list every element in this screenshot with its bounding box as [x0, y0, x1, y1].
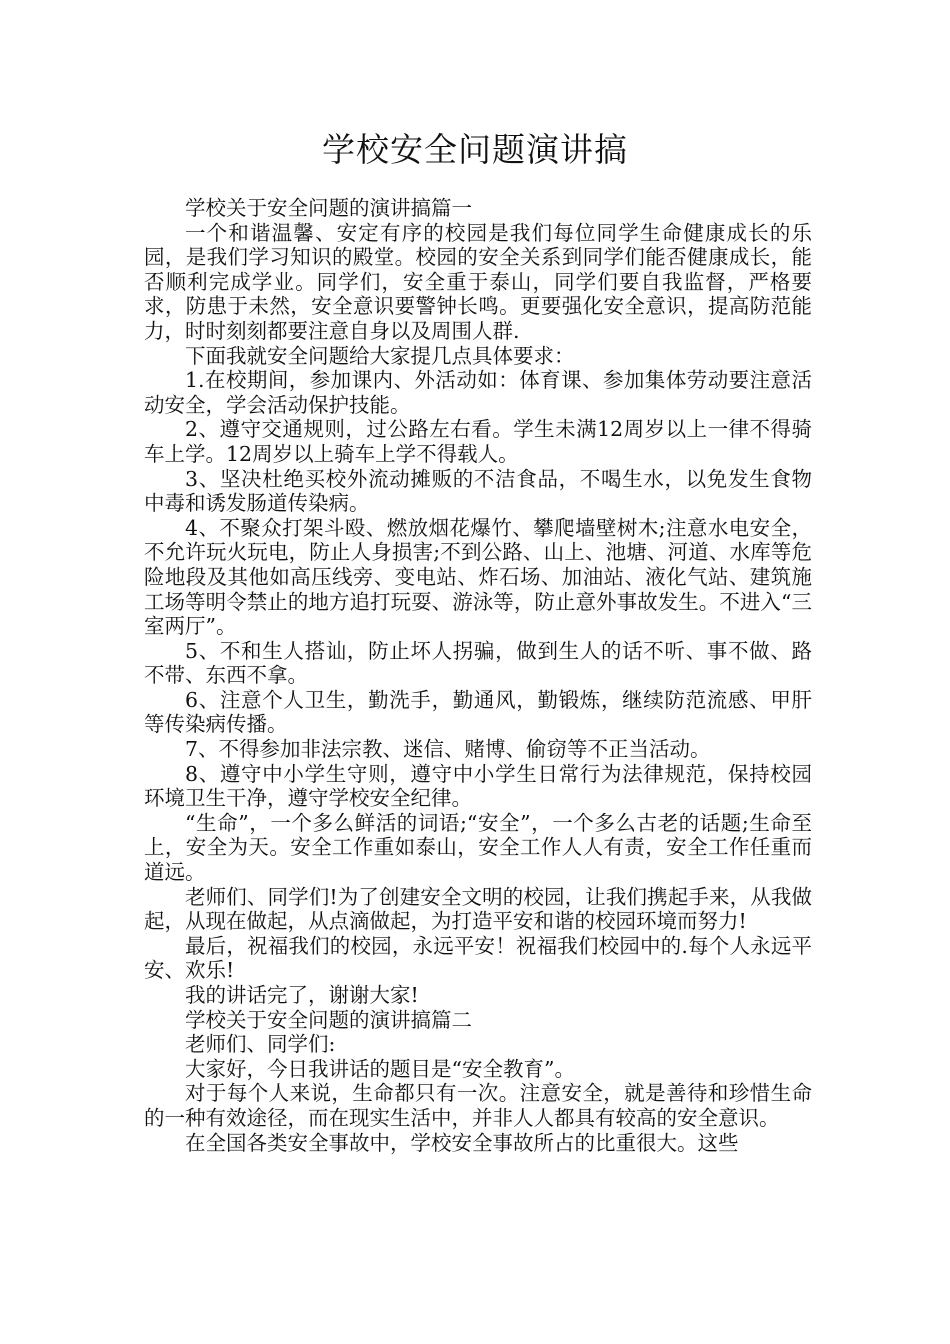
paragraph: 大家好，今日我讲话的题目是“安全教育”。	[185, 1056, 575, 1081]
list-item: 2、遵守交通规则，过公路左右看。学生未满12周岁以上一律不得骑车上学。12周岁以上骑车上学不得载人。	[144, 417, 812, 466]
paragraph: 在全国各类安全事故中，学校安全事故所占的比重很大。这些	[185, 1130, 739, 1155]
paragraph: 下面我就安全问题给大家提几点具体要求：	[185, 343, 575, 368]
paragraph: 我的讲话完了，谢谢大家!	[185, 983, 419, 1007]
paragraph: 一个和谐温馨、安定有序的校园是我们每位同学生命健康成长的乐园，是我们学习知识的殿堂。校园的安全关系到同学们能否健康成长，能否顺利完成学业。同学们，安全重于泰山，同学们要自我监督，严格要求，防患于未然，安全意识要警钟长鸣。更要强化安全意识，提高防范能力，时时刻刻都要注意自身以及周围人群.	[144, 220, 812, 343]
paragraph: 对于每个人来说，生命都只有一次。注意安全，就是善待和珍惜生命的一种有效途径，而在现实生活中，并非人人都具有较高的安全意识。	[144, 1081, 812, 1130]
list-item: 8、遵守中小学生守则，遵守中小学生日常行为法律规范，保持校园环境卫生干净，遵守学校安全纪律。	[144, 761, 812, 811]
paragraph: 最后，祝福我们的校园，永远平安！祝福我们校园中的.每个人永远平安、欢乐!	[144, 933, 812, 983]
list-item: 4、不聚众打架斗殴、燃放烟花爆竹、攀爬墙壁树木;注意水电安全，不允许玩火玩电，防止人身损害;不到公路、山上、池塘、河道、水库等危险地段及其他如高压线旁、变电站、炸石场、加油站、液化气站、建筑施工场等明令禁止的地方追打玩耍、游泳等，防止意外事故发生。不进入“三室两厅”。	[144, 515, 812, 639]
paragraph: 老师们、同学们:	[185, 1032, 336, 1057]
paragraph-heading-part-one: 学校关于安全问题的演讲搞篇一	[185, 196, 472, 220]
list-item: 5、不和生人搭讪，防止坏人拐骗，做到生人的话不听、事不做、路不带、东西不拿。	[144, 638, 812, 688]
list-item: 6、注意个人卫生，勤洗手，勤通风，勤锻炼，继续防范流感、甲肝等传染病传播。	[144, 687, 812, 737]
document-body	[144, 196, 812, 1155]
list-item: 7、不得参加非法宗教、迷信、赌博、偷窃等不正当活动。	[185, 737, 711, 762]
document-title: 学校安全问题演讲搞	[322, 130, 628, 169]
list-item: 3、坚决杜绝买校外流动摊贩的不洁食品，不喝生水，以免发生食物中毒和诱发肠道传染病。	[144, 466, 812, 516]
paragraph: 老师们、同学们!为了创建安全文明的校园，让我们携起手来，从我做起，从现在做起，从点滴做起，为打造平安和谐的校园环境而努力!	[144, 884, 812, 934]
paragraph-heading-part-two: 学校关于安全问题的演讲搞篇二	[185, 1007, 472, 1032]
list-item: 1.在校期间，参加课内、外活动如：体育课、参加集体劳动要注意活动安全，学会活动保护技能。	[144, 368, 812, 417]
paragraph: “生命”，一个多么鲜活的词语;“安全”，一个多么古老的话题;生命至上，安全为天。安全工作重如泰山，安全工作人人有责，安全工作任重而道远。	[144, 810, 812, 885]
